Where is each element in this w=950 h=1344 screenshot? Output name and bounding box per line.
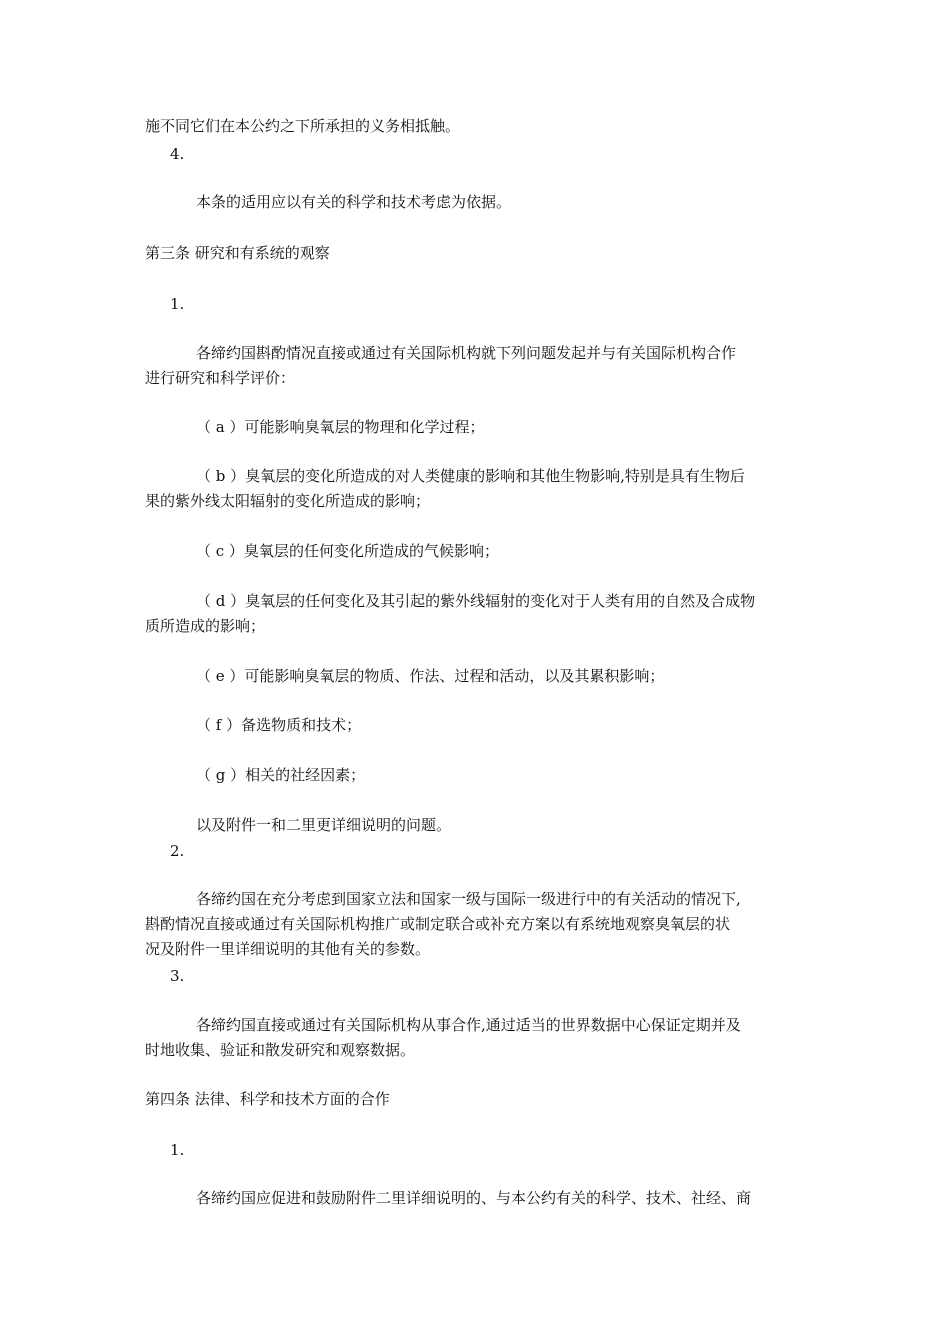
- paragraph-line: 各缔约国应促进和鼓励附件二里详细说明的、与本公约有关的科学、技术、社经、商: [196, 1189, 752, 1207]
- item-number: 4.: [170, 145, 185, 163]
- item-number: 1.: [170, 1141, 185, 1159]
- paragraph-line: 各缔约国斟酌情况直接或通过有关国际机构就下列问题发起并与有关国际机构合作: [196, 344, 737, 362]
- paragraph-line: 各缔约国直接或通过有关国际机构从事合作,通过适当的世界数据中心保证定期并及: [196, 1016, 741, 1034]
- paragraph-line: 以及附件一和二里更详细说明的问题。: [196, 816, 452, 834]
- article-heading: 第三条 研究和有系统的观察: [145, 244, 330, 262]
- list-item: （ d ）臭氧层的任何变化及其引起的紫外线辐射的变化对于人类有用的自然及合成物: [196, 592, 756, 610]
- list-item: （ b ）臭氧层的变化所造成的对人类健康的影响和其他生物影响,特别是具有生物后: [196, 467, 745, 485]
- list-item: （ f ）备选物质和技术；: [196, 716, 362, 734]
- item-number: 1.: [170, 295, 185, 313]
- list-item: （ e ）可能影响臭氧层的物质、作法、过程和活动，以及其累积影响；: [196, 667, 665, 685]
- paragraph-line: 各缔约国在充分考虑到国家立法和国家一级与国际一级进行中的有关活动的情况下,: [196, 890, 741, 908]
- paragraph-line: 施不同它们在本公约之下所承担的义务相抵触。: [145, 117, 461, 135]
- list-item: （ a ）可能影响臭氧层的物理和化学过程；: [196, 418, 485, 436]
- list-item-continuation: 果的紫外线太阳辐射的变化所造成的影响；: [145, 492, 431, 510]
- paragraph-line: 斟酌情况直接或通过有关国际机构推广或制定联合或补充方案以有系统地观察臭氧层的状: [145, 915, 731, 933]
- list-item: （ c ）臭氧层的任何变化所造成的气候影响；: [196, 542, 499, 560]
- paragraph-line: 况及附件一里详细说明的其他有关的参数。: [145, 940, 431, 958]
- article-heading: 第四条 法律、科学和技术方面的合作: [145, 1090, 390, 1108]
- item-number: 3.: [170, 967, 185, 985]
- paragraph-line: 进行研究和科学评价：: [145, 369, 296, 387]
- list-item-continuation: 质所造成的影响；: [145, 617, 266, 635]
- list-item: （ g ）相关的社经因素；: [196, 766, 366, 784]
- paragraph-line: 本条的适用应以有关的科学和技术考虑为依据。: [196, 193, 512, 211]
- paragraph-line: 时地收集、验证和散发研究和观察数据。: [145, 1041, 416, 1059]
- item-number: 2.: [170, 842, 185, 860]
